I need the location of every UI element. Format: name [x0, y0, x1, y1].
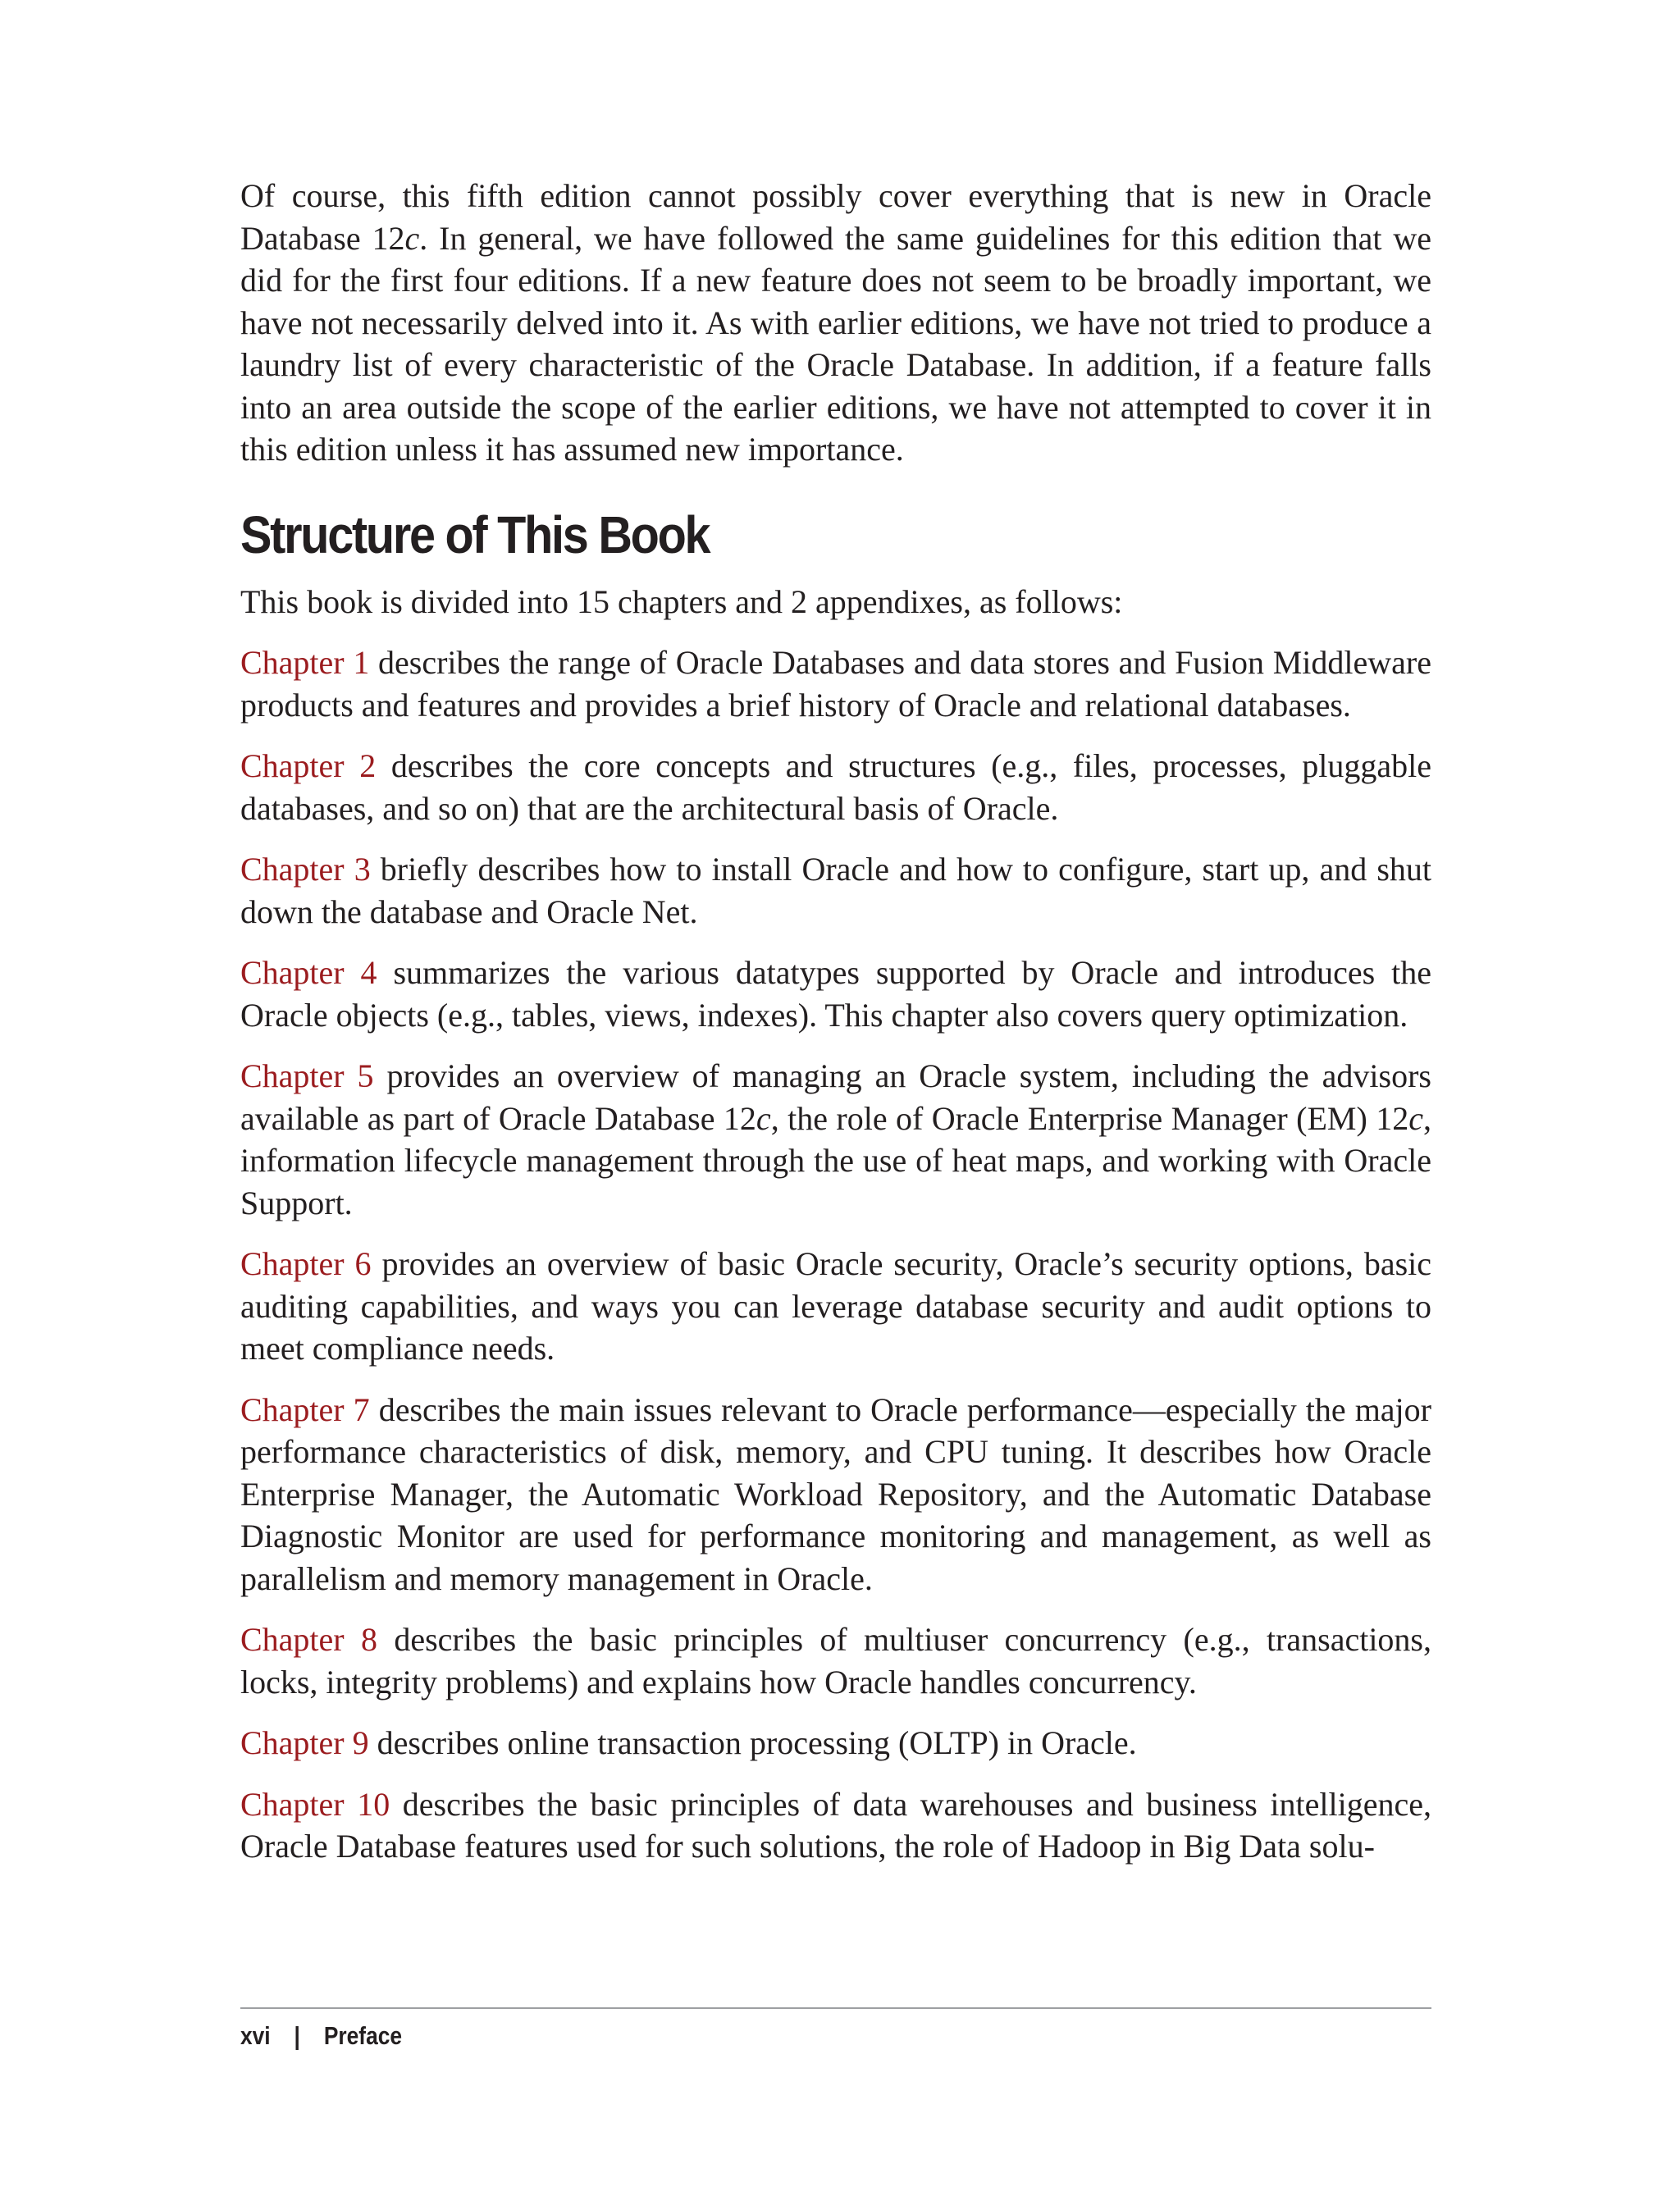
chapter-7-link[interactable]: Chapter 7 — [240, 1390, 370, 1428]
page-body — [240, 175, 1431, 1887]
chapter-3-link[interactable]: Chapter 3 — [240, 851, 371, 888]
chapter-10-description — [240, 1783, 1431, 1868]
chapter-10-text: describes the basic principles of data warehouses and business intelligence, Oracle Database features used for such solutions, the role of Hadoop in Big Data solu- — [240, 1785, 1432, 1865]
chapter-5-text-b: , the role of Oracle Enterprise Manager (EM) 12 — [770, 1099, 1409, 1137]
chapter-6-description — [240, 1243, 1431, 1370]
footer-divider — [240, 2007, 1431, 2009]
chapter-8-description — [240, 1618, 1431, 1703]
chapter-2-text: describes the core concepts and structures (e.g., files, processes, pluggable databases, and so on) that are the architectural basis of Oracle. — [240, 747, 1431, 827]
chapter-3-description — [240, 848, 1431, 933]
chapter-8-text: describes the basic principles of multiuser concurrency (e.g., transactions, locks, integrity problems) and explains how Oracle handles concurrency. — [240, 1621, 1431, 1701]
section-lead: This book is divided into 15 chapters and 2 appendixes, as follows: — [240, 582, 1123, 620]
chapter-4-link[interactable]: Chapter 4 — [240, 954, 377, 991]
chapter-5-link[interactable]: Chapter 5 — [240, 1057, 374, 1094]
chapter-9-description — [240, 1722, 1431, 1764]
chapter-8-link[interactable]: Chapter 8 — [240, 1621, 377, 1658]
chapter-5-italic-c1: c — [756, 1099, 771, 1137]
chapter-5-text-d: , information lifecycle management through the use of heat maps, and working with Oracle Support. — [240, 1099, 1431, 1221]
section-title: Structure of This Book — [240, 504, 710, 564]
footer-section-name: Preface — [323, 2021, 403, 2050]
chapter-3-text: briefly describes how to install Oracle and how to configure, start up, and shut down the database and Oracle Net. — [240, 851, 1432, 930]
chapter-7-description — [240, 1389, 1431, 1600]
chapter-9-text: describes online transaction processing (OLTP) in Oracle. — [368, 1724, 1137, 1761]
chapter-1-description — [240, 641, 1431, 726]
page-number: xvi — [240, 2021, 271, 2050]
chapter-9-link[interactable]: Chapter 9 — [240, 1724, 369, 1761]
chapter-7-text: describes the main issues relevant to Oracle performance—especially the major performance characteristics of disk, memory, and CPU tuning. It describes how Oracle Enterprise Manager, the Automatic Workload Repository, and the Automatic Database Diagnostic Monitor are used for performance monitoring and management, as well as parallelism and memory management in Oracle. — [240, 1390, 1431, 1597]
chapter-4-text: summarizes the various datatypes supported by Oracle and introduces the Oracle objects (e.g., tables, views, indexes). This chapter also covers query optimization. — [240, 954, 1432, 1034]
chapter-5-text-a: provides an overview of managing an Oracle system, including the advisors available as part of Oracle Database 12 — [240, 1057, 1431, 1137]
chapter-1-link[interactable]: Chapter 1 — [240, 644, 370, 681]
chapter-2-description — [240, 745, 1431, 829]
chapter-5-description — [240, 1055, 1431, 1224]
chapter-4-description — [240, 952, 1431, 1036]
intro-paragraph — [240, 175, 1431, 471]
chapter-6-link[interactable]: Chapter 6 — [240, 1245, 372, 1282]
chapter-2-link[interactable]: Chapter 2 — [240, 747, 377, 784]
chapter-6-text: provides an overview of basic Oracle security, Oracle’s security options, basic auditing capabilities, and ways you can leverage database security and audit options to meet compliance needs. — [240, 1245, 1431, 1367]
intro-text-part1: Of course, this fifth edition cannot possibly cover everything that is new in Oracle Database 12 — [240, 177, 1431, 257]
page-footer — [240, 2020, 402, 2052]
intro-text-part2: . In general, we have followed the same guidelines for this edition that we did for the first four editions. If a new feature does not seem to be broadly important, we have not necessarily delved into it. As with earlier editions, we have not tried to produce a laundry list of every characteristic of the Oracle Database. In addition, if a feature falls into an area outside the scope of the earlier editions, we have not attempted to cover it in this edition unless it has assumed new importance. — [240, 219, 1432, 468]
footer-separator: | — [294, 2021, 300, 2050]
chapter-10-link[interactable]: Chapter 10 — [240, 1785, 390, 1823]
intro-text-italic-c: c — [404, 219, 420, 257]
chapter-1-text: describes the range of Oracle Databases and data stores and Fusion Middleware products and features and provides a brief history of Oracle and relational databases. — [240, 644, 1431, 724]
chapter-5-italic-c2: c — [1408, 1099, 1423, 1137]
